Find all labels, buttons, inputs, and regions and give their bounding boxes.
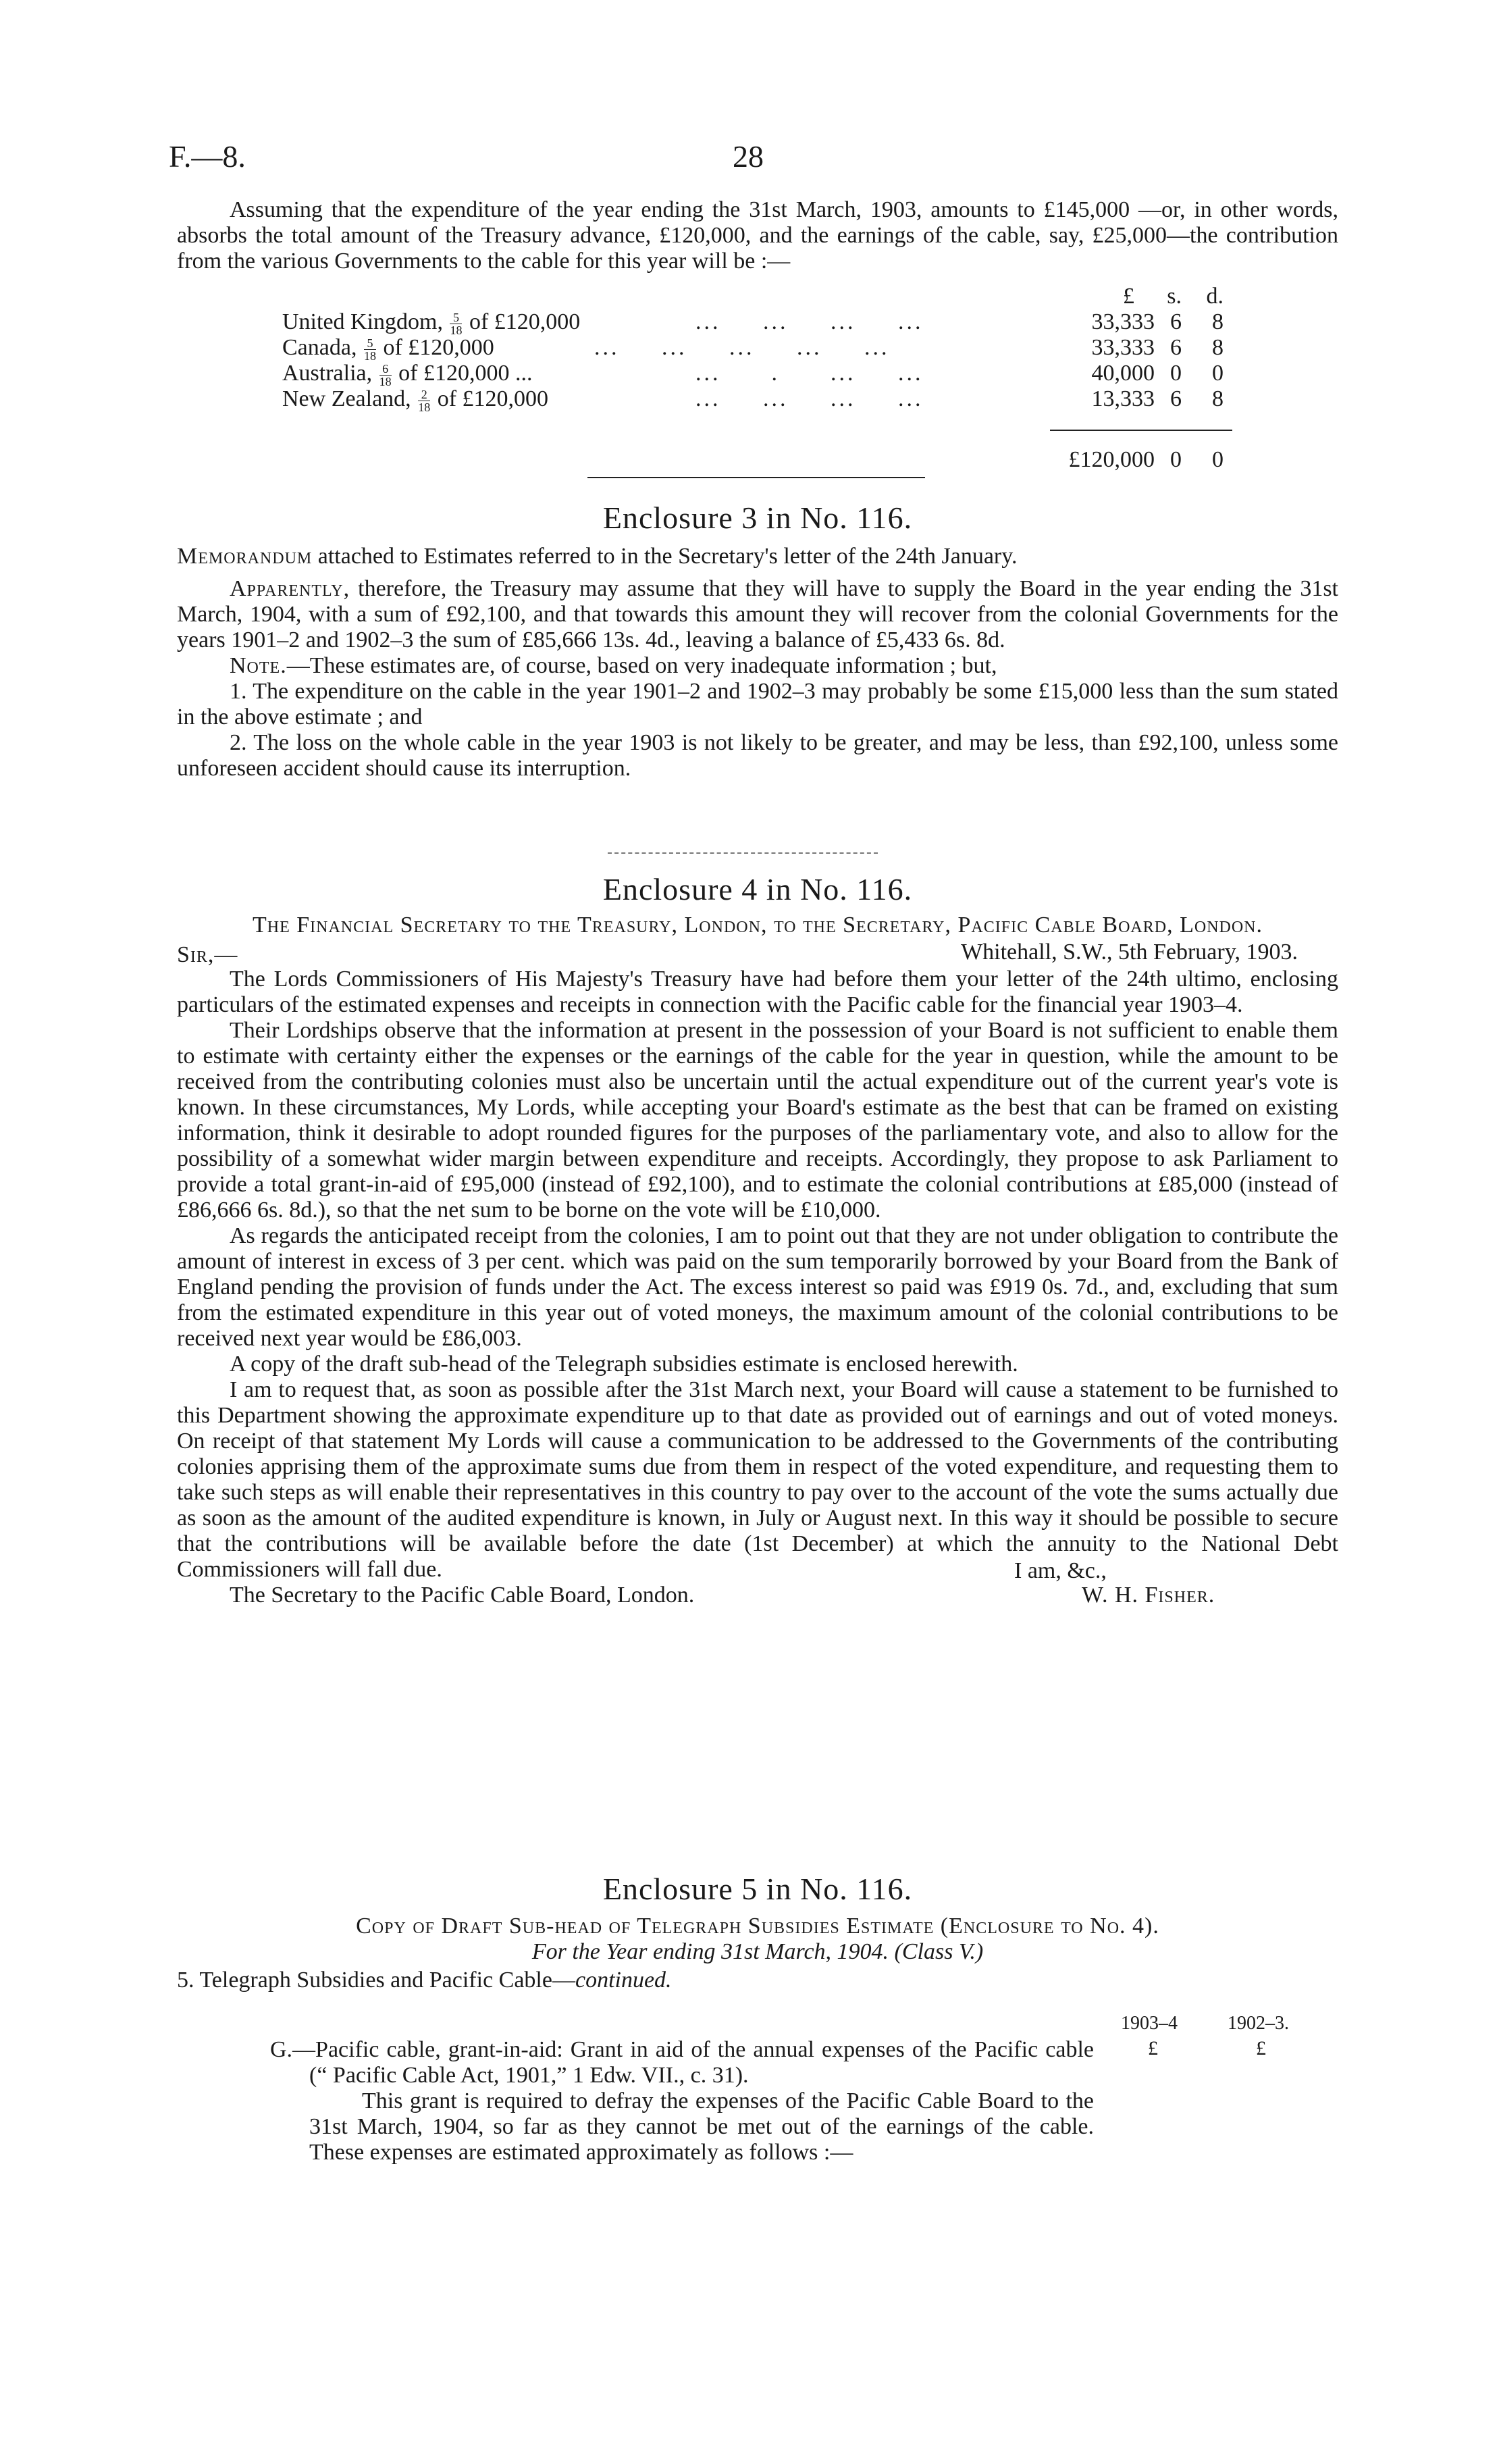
row-pence: 8 bbox=[1212, 335, 1224, 360]
letter-paragraph-3: As regards the anticipated receipt from the colonies, I am to point out that they are not under obligation to contribute the amount of interest in excess of 3 per cent. which was paid on the sum temporarily borrowed by your Board from the Bank of England pending the provision of funds under the Act. The excess interest so paid was £919 0s. 7d., and, excluding that sum from the estimated expenditure in this year out of voted moneys, the maximum amount of the colonial contributions to be received next year would be £86,003. bbox=[177, 1223, 1338, 1351]
row-pounds: 13,333 bbox=[1091, 386, 1155, 411]
row-shillings: 0 bbox=[1170, 361, 1182, 386]
enclosure-3-item-1: 1. The expenditure on the cable in the year 1901–2 and 1902–3 may probably be some £15,000 less than the sum stated in the above estimate ; and bbox=[177, 679, 1338, 729]
column-1902-3-unit: £ bbox=[1256, 2037, 1266, 2059]
letter-paragraph-5: I am to request that, as soon as possible after the 31st March next, your Board will cause a statement to be furnished to this Department showing the approximate expenditure up to that date as provided out of earnings and out of voted moneys. On receipt of that statement My Lords will cause a communication to be addressed to the Governments of the contributing colonies apprising them of the approximate sums due from them in respect of the voted expenditure, and requesting them to take such steps as will enable their representatives in this country to pay over to the account of the vote the sums actually due as soon as the amount of the audited expenditure is known, in July or August next. In this way it should be possible to secure that the contributions will be available before the date (1st December) at which the annuity to the National Debt Commissioners will fall due. bbox=[177, 1377, 1338, 1582]
enclosure-5-year-line: For the Year ending 31st March, 1904. (Class V.) bbox=[531, 1939, 984, 1964]
row-pounds: 33,333 bbox=[1091, 309, 1155, 334]
memorandum-line: Memorandum attached to Estimates referred to in the Secretary's letter of the 24th January. bbox=[177, 544, 1018, 569]
section-divider bbox=[587, 477, 925, 478]
row-shillings: 6 bbox=[1170, 386, 1182, 411]
leader-dots: ... . ... ... bbox=[695, 361, 924, 386]
leader-dots: ... ... ... ... ... bbox=[594, 335, 890, 360]
row-shillings: 6 bbox=[1170, 309, 1182, 334]
row-of: of £120,000 bbox=[469, 309, 581, 334]
item-g-block bbox=[270, 2037, 1094, 2165]
row-pence: 8 bbox=[1212, 309, 1224, 334]
enclosure-3-title: Enclosure 3 in No. 116. bbox=[602, 500, 913, 535]
signature: W. H. Fisher. bbox=[1082, 1583, 1215, 1608]
total-pounds: £120,000 bbox=[1068, 447, 1155, 472]
row-label: Australia, bbox=[282, 361, 373, 386]
column-1903-4: 1903–4 bbox=[1121, 2013, 1178, 2034]
enclosure-3-paragraph-1: Apparently, therefore, the Treasury may assume that they will have to supply the Board in the year ending the 31st March, 1904, with a sum of £92,100, and that towards this amount they will recover from the colonial Governments for the years 1901–2 and 1902–3 the sum of £85,666 13s. 4d., leaving a balance of £5,433 6s. 8d. bbox=[177, 576, 1339, 652]
row-of: of £120,000 bbox=[398, 361, 510, 386]
row-label: United Kingdom, bbox=[282, 309, 443, 334]
row-of: of £120,000 bbox=[383, 335, 494, 360]
row-pence: 0 bbox=[1212, 361, 1224, 386]
salutation-line bbox=[177, 940, 1338, 967]
enclosure-4-title: Enclosure 4 in No. 116. bbox=[602, 872, 913, 906]
letter-paragraph-4: A copy of the draft sub-head of the Telegraph subsidies estimate is enclosed herewith. bbox=[230, 1352, 1018, 1377]
leader-dots: ... ... ... ... bbox=[695, 309, 924, 334]
letter-paragraph-2: Their Lordships observe that the information at present in the possession of your Board is not sufficient to enable them to estimate with certainty either the expenses or the earnings of the cable for the year in question, while the amount to be received from the contributing colonies must also be uncertain until the actual expenditure out of the current year's vote is known. In these circumstances, My Lords, while accepting your Board's estimate as the best that can be framed on existing information, think it desirable to adopt rounded figures for the purposes of the parliamentary vote, and also to allow for the possibility of a somewhat wider margin between expenditure and receipts. Accordingly, they propose to ask Parliament to provide a total grant-in-aid of £95,000 (instead of £92,100), and to estimate the colonial contributions at £85,000 (instead of £86,666 6s. 8d.), so that the net sum to be borne on the vote will be £10,000. bbox=[177, 1018, 1338, 1223]
row-label: Canada, bbox=[282, 335, 357, 360]
total-shillings: 0 bbox=[1170, 447, 1182, 472]
enclosure-4 bbox=[177, 871, 1338, 1608]
enclosure-3-item-2: 2. The loss on the whole cable in the year 1903 is not likely to be greater, and may be less, than £92,100, unless some unforeseen accident should cause its interruption. bbox=[177, 730, 1338, 781]
row-fraction: $\frac{5}{18}$ bbox=[450, 310, 463, 337]
closing-line bbox=[177, 1558, 1338, 1608]
table-row: Australia, $\frac{6}{18}$ of £120,000 ... bbox=[282, 361, 533, 388]
item-g-note: This grant is required to defray the expenses of the Pacific Cable Board to the 31st March, 1904, so far as they cannot be met out of the earnings of the cable. These expenses are estimated approximately as follows :— bbox=[309, 2088, 1094, 2165]
section-line: 5. Telegraph Subsidies and Pacific Cable—continued. bbox=[177, 1968, 672, 1993]
col-header-shillings: s. bbox=[1167, 284, 1182, 309]
place-date: Whitehall, S.W., 5th February, 1903. bbox=[961, 940, 1298, 965]
row-pounds: 33,333 bbox=[1091, 335, 1155, 360]
row-pence: 8 bbox=[1212, 386, 1224, 411]
closing: I am, &c., bbox=[1014, 1558, 1107, 1583]
row-pounds: 40,000 bbox=[1091, 361, 1155, 386]
total-pence: 0 bbox=[1212, 447, 1224, 472]
salutation: Sir,— bbox=[177, 942, 238, 967]
row-shillings: 6 bbox=[1170, 335, 1182, 360]
document-reference: F.—8. bbox=[169, 139, 246, 174]
enclosure-5-subtitle: Copy of Draft Sub-head of Telegraph Subsidies Estimate (Enclosure to No. 4). bbox=[356, 1914, 1159, 1939]
col-header-pounds: £ bbox=[1123, 284, 1134, 309]
enclosure-3 bbox=[177, 500, 1338, 781]
intro-section bbox=[177, 197, 1338, 274]
letter-paragraph-1: The Lords Commissioners of His Majesty's Treasury have had before them your letter of the 24th ultimo, enclosing particulars of the estimated expenses and receipts in connection with the Pacific cable for the financial year 1903–4. bbox=[177, 967, 1338, 1017]
row-of: of £120,000 bbox=[437, 386, 549, 411]
intro-paragraph: Assuming that the expenditure of the year ending the 31st March, 1903, amounts to £145,000 —or, in other words, absorbs the total amount of the Treasury advance, £120,000, and the earnings of the cable, say, £25,000—the contribution from the various Governments to the cable for this year will be :— bbox=[177, 197, 1338, 274]
enclosure-3-note: Note.—These estimates are, of course, based on very inadequate information ; but, bbox=[230, 653, 997, 678]
letter-addressee: The Financial Secretary to the Treasury, London, to the Secretary, Pacific Cable Board, London. bbox=[252, 913, 1263, 938]
section-divider bbox=[608, 852, 878, 854]
leader-dots: ... ... ... ... bbox=[695, 386, 924, 411]
row-fraction: $\frac{5}{18}$ bbox=[363, 336, 376, 363]
row-fraction: $\frac{2}{18}$ bbox=[418, 387, 431, 414]
col-header-pence: d. bbox=[1206, 284, 1224, 309]
row-label: New Zealand, bbox=[282, 386, 411, 411]
enclosure-5 bbox=[177, 1871, 1338, 1993]
column-1902-3: 1902–3. bbox=[1228, 2013, 1289, 2034]
enclosure-5-title: Enclosure 5 in No. 116. bbox=[602, 1872, 913, 1906]
table-row bbox=[282, 386, 548, 413]
table-row bbox=[282, 335, 494, 362]
table-row bbox=[282, 309, 580, 336]
row-fraction: $\frac{6}{18}$ bbox=[379, 361, 392, 388]
total-rule bbox=[1050, 430, 1232, 431]
recipient: The Secretary to the Pacific Cable Board, London. bbox=[230, 1583, 695, 1608]
item-g: G.—Pacific cable, grant-in-aid: Grant in aid of the annual expenses of the Pacific cable (“ Pacific Cable Act, 1901,” 1 Edw. VII., c. 31). bbox=[270, 2037, 1094, 2088]
column-1903-4-unit: £ bbox=[1148, 2037, 1158, 2059]
page-number: 28 bbox=[733, 139, 764, 174]
